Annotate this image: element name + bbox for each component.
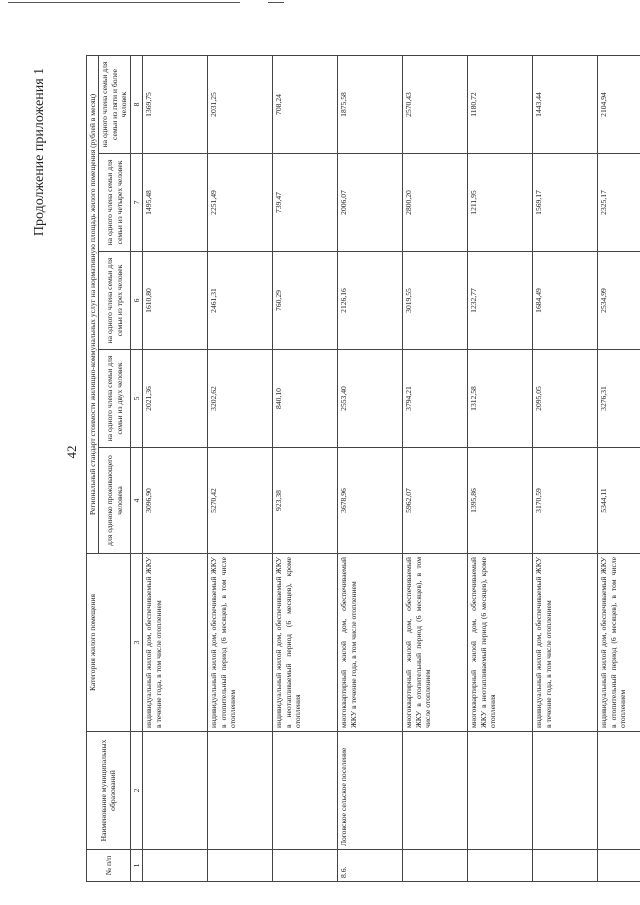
row-value: 3019,55 — [403, 252, 468, 350]
row-value: 1569,17 — [533, 154, 598, 252]
row-category: индивидуальный жилой дом, обеспечиваемый ЖКУ в отопительный период (6 месяцев), в том числе отоплением — [208, 554, 273, 732]
row-category: индивидуальный жилой дом, обеспечиваемый ЖКУ в течение года, в том числе отоплением — [143, 554, 208, 732]
page-number: 42 — [64, 445, 79, 459]
row-municipality-cell — [208, 732, 273, 850]
row-value: 2006,07 — [338, 154, 403, 252]
header-sub-3: на одного члена семьи для семьи из трех человек — [99, 252, 130, 350]
table-row — [533, 55, 598, 881]
header-sub-1: для одиноко проживающего человека — [99, 448, 130, 554]
header-sub-4: на одного члена семьи для семьи из четырех человек — [99, 154, 130, 252]
row-category: многоквартирный жилой дом, обеспечиваемый ЖКУ в неотапливаемый период (6 месяцев), кроме отопления — [468, 554, 533, 732]
row-num-cell — [208, 850, 273, 882]
row-category: многоквартирный жилой дом, обеспечиваемый ЖКУ в течение года, в том числе отоплением — [338, 554, 403, 732]
column-number: 8 — [130, 55, 142, 153]
header-standard-group: Региональный стандарт стоимости жилищно-коммунальных услуг на нормативную площадь жилого помещения (рублей в месяц) — [87, 55, 99, 553]
row-num-cell — [403, 850, 468, 882]
column-number: 2 — [130, 732, 142, 850]
row-value: 2461,31 — [208, 252, 273, 350]
column-number-row — [130, 55, 142, 881]
row-value: 1443,44 — [533, 55, 598, 153]
table-row — [338, 55, 403, 881]
row-value: 1395,86 — [468, 448, 533, 554]
table-row — [143, 55, 208, 881]
row-value: 739,47 — [273, 154, 338, 252]
row-municipality-cell — [403, 732, 468, 850]
row-value: 2553,40 — [338, 350, 403, 448]
table-row — [598, 55, 640, 881]
row-value: 3096,90 — [143, 448, 208, 554]
table-row — [468, 55, 533, 881]
column-number: 6 — [130, 252, 142, 350]
row-value: 2800,20 — [403, 154, 468, 252]
column-number: 3 — [130, 554, 142, 732]
header-category: Категория жилого помещения — [87, 554, 131, 732]
row-value: 2570,43 — [403, 55, 468, 153]
cost-standard-table — [86, 55, 640, 882]
appendix-title: Продолжение приложения 1 — [32, 67, 47, 237]
row-value: 1610,80 — [143, 252, 208, 350]
row-value: 1684,49 — [533, 252, 598, 350]
row-num-cell — [143, 850, 208, 882]
column-number: 5 — [130, 350, 142, 448]
row-value: 760,29 — [273, 252, 338, 350]
row-value: 1232,77 — [468, 252, 533, 350]
row-municipality-cell — [533, 732, 598, 850]
row-value: 1211,95 — [468, 154, 533, 252]
row-value: 2325,17 — [598, 154, 640, 252]
row-value: 2104,94 — [598, 55, 640, 153]
row-category: индивидуальный жилой дом, обеспечиваемый ЖКУ в неотапливаемый период (6 месяцев), кроме отопления — [273, 554, 338, 732]
row-num-cell — [468, 850, 533, 882]
row-value: 923,38 — [273, 448, 338, 554]
row-value: 2021,36 — [143, 350, 208, 448]
row-value: 1495,48 — [143, 154, 208, 252]
row-num-cell — [598, 850, 640, 882]
row-value: 1875,58 — [338, 55, 403, 153]
header-num: № п/п — [87, 850, 131, 882]
row-value: 1312,58 — [468, 350, 533, 448]
group-name: Логовское сельское поселение — [338, 732, 403, 850]
row-value: 2251,49 — [208, 154, 273, 252]
row-value: 2031,25 — [208, 55, 273, 153]
row-value: 2534,99 — [598, 252, 640, 350]
row-value: 5344,11 — [598, 448, 640, 554]
header-sub-5: на одного члена семьи для семьи из пяти и более человек — [99, 55, 130, 153]
row-category: индивидуальный жилой дом, обеспечиваемый ЖКУ в отопительный период (6 месяцев), в том числе отоплением — [598, 554, 640, 732]
row-num-cell — [273, 850, 338, 882]
row-value: 2095,05 — [533, 350, 598, 448]
group-num: 8.6. — [338, 850, 403, 882]
row-category: индивидуальный жилой дом, обеспечиваемый ЖКУ в течение года, в том числе отоплением — [533, 554, 598, 732]
header-sub-2: на одного члена семьи для семьи из двух человек — [99, 350, 130, 448]
row-value: 1180,72 — [468, 55, 533, 153]
column-number: 1 — [130, 850, 142, 882]
row-value: 1369,75 — [143, 55, 208, 153]
header-municipality: Наименование муниципальных образований — [87, 732, 131, 850]
row-value: 3794,21 — [403, 350, 468, 448]
scan-rule-left — [8, 2, 240, 3]
column-number: 4 — [130, 448, 142, 554]
row-value: 840,10 — [273, 350, 338, 448]
row-municipality-cell — [598, 732, 640, 850]
column-number: 7 — [130, 154, 142, 252]
table-row — [403, 55, 468, 881]
row-value: 3276,31 — [598, 350, 640, 448]
table-row — [208, 55, 273, 881]
row-value: 708,24 — [273, 55, 338, 153]
row-municipality-cell — [273, 732, 338, 850]
row-value: 2126,16 — [338, 252, 403, 350]
table-row — [273, 55, 338, 881]
row-value: 5270,42 — [208, 448, 273, 554]
scan-rule-right — [268, 2, 284, 3]
row-value: 3170,59 — [533, 448, 598, 554]
row-category: многоквартирный жилой дом, обеспечиваемый ЖКУ в отопительный период (6 месяцев), в том числе отоплением — [403, 554, 468, 732]
row-municipality-cell — [468, 732, 533, 850]
row-value: 5962,07 — [403, 448, 468, 554]
row-municipality-cell — [143, 732, 208, 850]
rotated-table-block — [86, 56, 628, 882]
row-num-cell — [533, 850, 598, 882]
row-value: 3678,96 — [338, 448, 403, 554]
row-value: 3202,62 — [208, 350, 273, 448]
